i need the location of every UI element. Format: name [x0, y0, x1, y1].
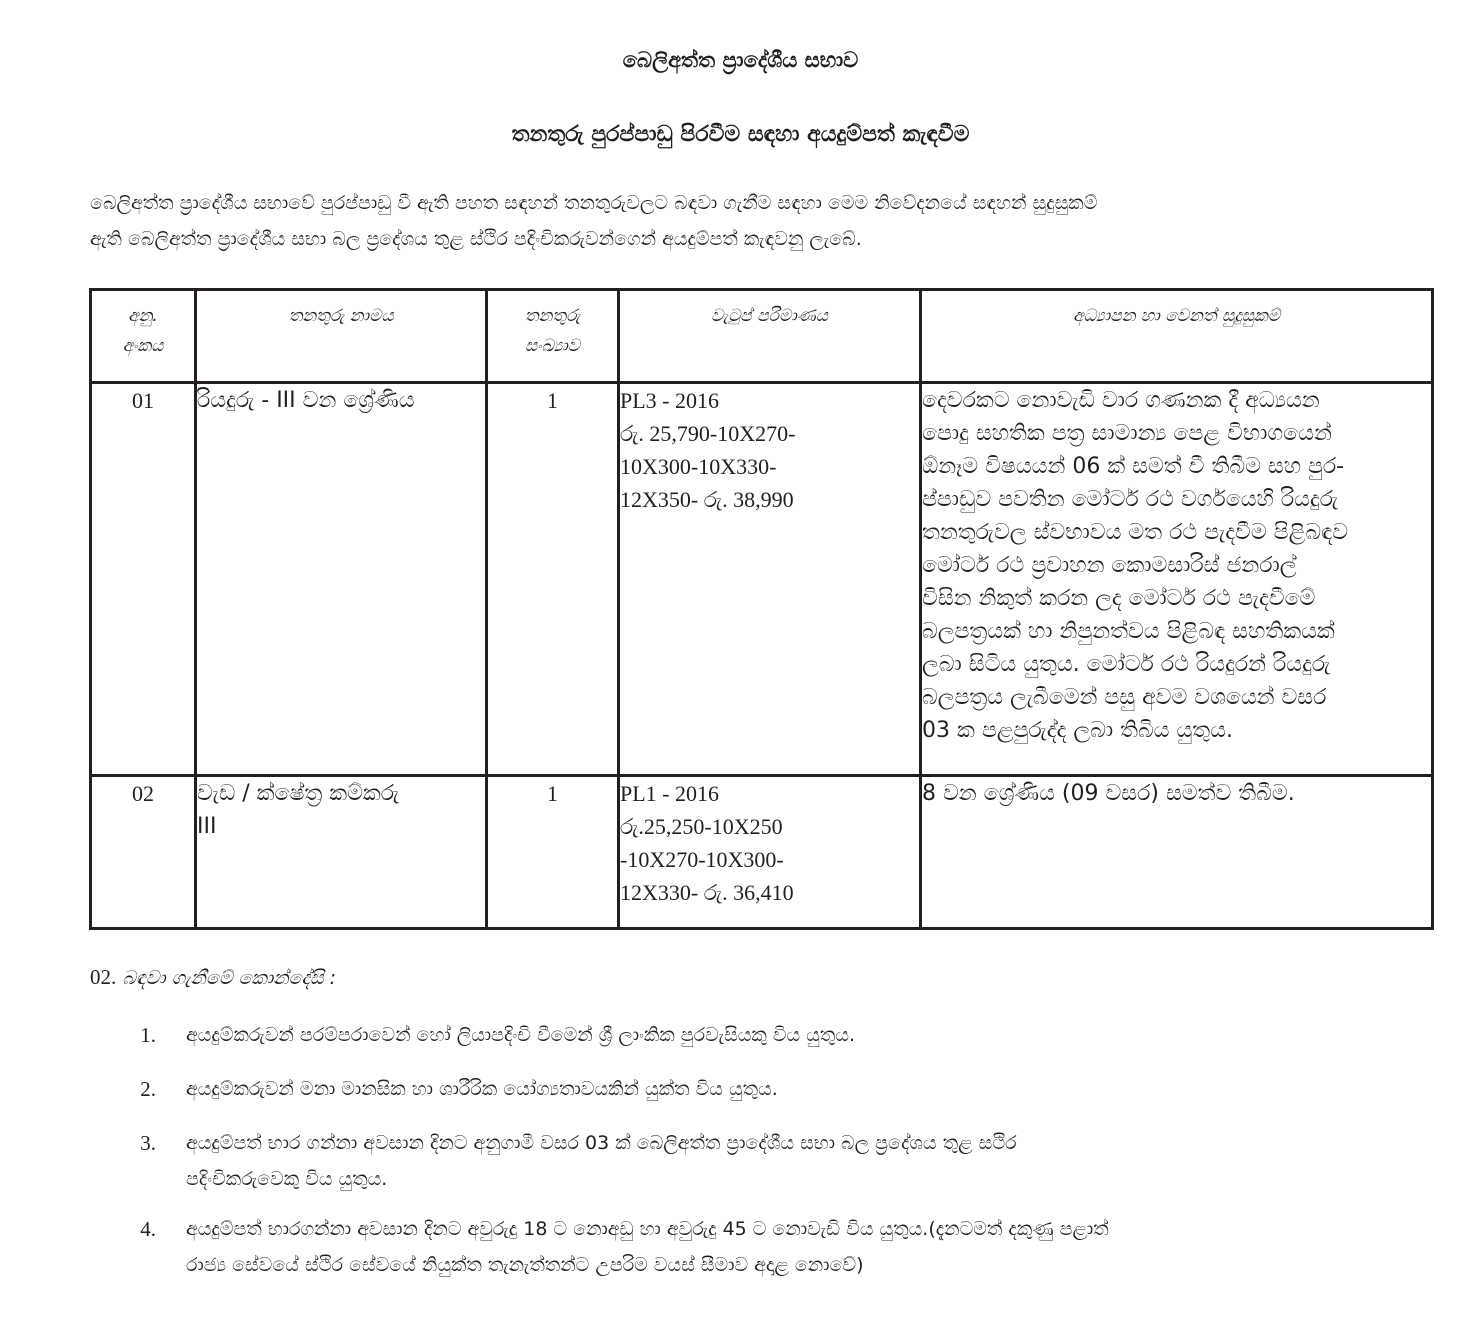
- header-qualifications: අධ්‍යාපන හා වෙනත් සුදුසුකම්: [921, 290, 1433, 383]
- condition-number: 4.: [140, 1217, 156, 1241]
- cell-salary-scale: PL3 - 2016 රු. 25,790-10X270- 10X300-10X330- 12X350- රු. 38,990: [619, 383, 921, 776]
- cell-salary-scale: PL1 - 2016 රු.25,250-10X250 -10X270-10X300- 12X330- රු. 36,410: [619, 776, 921, 929]
- notice-subtitle: තනතුරු පුරප්පාඩු පිරවීම සඳහා අයදුම්පත් කැඳවීම: [511, 122, 970, 147]
- condition-text: අයදුම්කරුවන් මනා මානසික හා ශාරීරික යෝග්‍යතාවයකින් යුක්ත විය යුතුය.: [186, 1078, 778, 1100]
- condition-text: අයදුම්පත් භාරගන්නා අවසාන දිනට අවුරුදු 18 ට නොඅඩු හා අවුරුදු 45 ට නොවැඩි විය යුතුය.(දැනටමත් දකුණු පළාත් රාජ්‍ය සේවයේ ස්ථිර සේවයේ නියුක්ත තැනැත්තන්ට උපරිම වයස් සීමාව අදාළ නොවේ): [186, 1218, 1109, 1276]
- condition-text: අයදුම්කරුවන් පරම්පරාවෙන් හෝ ලියාපදිංචි වීමෙන් ශ්‍රී ලාංකික පුරවැසියකු විය යුතුය.: [186, 1024, 856, 1046]
- intro-line: බෙලිඅත්ත ප්‍රාදේශීය සභාවේ පුරප්පාඩු වී ඇති පහත සඳහන් තනතුරුවලට බඳවා ගැනීම සඳහා මෙම නිවේදනයේ සඳහන් සුදුසුකම්: [90, 192, 1098, 214]
- condition-number: 3.: [140, 1131, 156, 1155]
- header-salary-scale: වැටුප් පරිමාණය: [619, 290, 921, 383]
- intro-paragraph: [90, 185, 1444, 257]
- header-post-name: තනතුරු නාමය: [196, 290, 487, 383]
- table-row: [91, 383, 1433, 776]
- header-serial-no: අනු. අංකය: [91, 290, 196, 383]
- condition-number: 1.: [140, 1023, 156, 1047]
- cell-serial-no: 01: [91, 383, 196, 776]
- cell-qualifications: දෙවරකට නොවැඩි වාර ගණනක දී අධ්‍යයන පොදු සහතික පත්‍ර සාමාන්‍ය පෙළ විභාගයෙන් ඕනෑම විෂයයන් 06 ක් සමත් වී තිබීම සහ පුර- ප්පාඩුව පවතින මෝටර් රථ වර්ගයෙහි රියදුරු තනතුරුවල ස්වභාවය මත රථ පැදවීම පිළිබඳව මෝටර් රථ ප්‍රවාහන කොමසාරිස් ජනරාල් විසින නිකුත් කරන ලද මෝටර් රථ පැදවීමේ බලපත්‍රයක් හා නිපුනත්වය පිළිබඳ සහතිකයක් ලබා සිටිය යුතුය. මෝටර් රථ රියදුරන් රියදුරු බලපත්‍රය ලැබීමෙන් පසු අවම වශයෙන් වසර 03 ක පළපුරුද්ද ලබා තිබිය යුතුය.: [921, 383, 1433, 776]
- page-title: බෙලිඅත්ත ප්‍රාදේශීය සභාව: [622, 48, 859, 72]
- table-row: [91, 776, 1433, 929]
- condition-number: 2.: [140, 1077, 156, 1101]
- cell-post-count: 1: [487, 776, 619, 929]
- cell-post-name: වැඩ / ක්ෂේත්‍ර කම්කරු III: [196, 776, 487, 929]
- table-header-row: [91, 290, 1433, 383]
- header-post-count: තනතුරු සංඛ්‍යාව: [487, 290, 619, 383]
- cell-qualifications: 8 වන ශ්‍රේණිය (09 වසර) සමත්ව තිබීම.: [921, 776, 1433, 929]
- intro-line: ඇති බෙලිඅත්ත ප්‍රාදේශීය සභා බල ප්‍රදේශය තුළ ස්ථිර පදිංචිකරුවන්ගෙන් අයදුම්පත් කැඳවනු ලැබේ.: [90, 228, 862, 250]
- section-heading: [90, 962, 336, 993]
- section-number: 02.: [90, 965, 117, 989]
- cell-post-count: 1: [487, 383, 619, 776]
- condition-text: අයදුම්පත් භාර ගන්නා අවසාන දිනට අනුගාමී වසර 03 ක් බෙලිඅත්ත ප්‍රාදේශීය සභා බල ප්‍රදේශය තුළ සථිර පදිංචිකරුවෙකු විය යුතුය.: [186, 1132, 1017, 1190]
- vacancy-table: [89, 288, 1434, 930]
- section-label: බඳවා ගැනීමේ කොන්දේසි :: [122, 967, 337, 989]
- cell-serial-no: 02: [91, 776, 196, 929]
- cell-post-name: රියදුරු - III වන ශ්‍රේණිය: [196, 383, 487, 776]
